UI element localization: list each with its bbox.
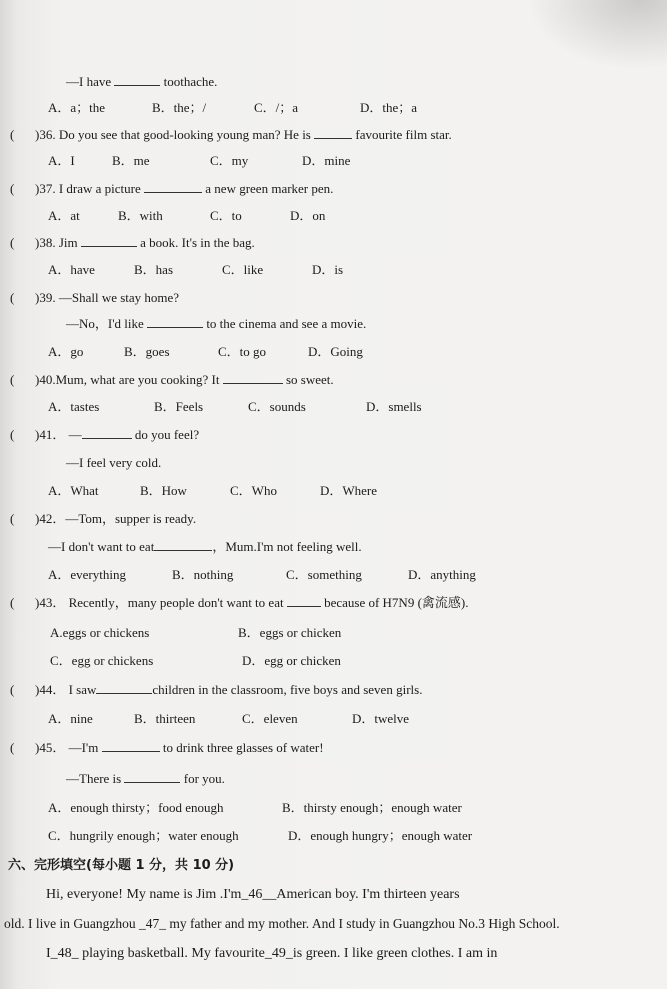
option-c: C．to go xyxy=(218,344,267,359)
q41-stem: )41． — do you feel? xyxy=(35,427,200,442)
answer-paren: ( xyxy=(10,740,15,755)
answer-paren: ( xyxy=(10,427,15,442)
option-d: D．enough hungry；enough water xyxy=(288,828,473,843)
option-b: B．Feels xyxy=(154,399,204,414)
answer-paren: ( xyxy=(10,372,15,387)
option-a: A．everything xyxy=(48,567,126,582)
answer-paren: ( xyxy=(10,290,15,305)
q36-stem: )36. Do you see that good-looking young man? He is favourite film star. xyxy=(35,127,452,142)
option-b: B．thirsty enough；enough water xyxy=(282,800,462,815)
option-b: B．thirteen xyxy=(134,711,196,726)
q35-line: —I have toothache. xyxy=(66,74,218,89)
q40-stem: )40.Mum, what are you cooking? It so sweet. xyxy=(35,372,334,387)
option-d: D．is xyxy=(312,262,344,277)
option-d: D．egg or chicken xyxy=(242,653,341,668)
option-c: C．Who xyxy=(230,483,277,498)
answer-paren: ( xyxy=(10,595,15,610)
option-d: D．Where xyxy=(320,483,378,498)
answer-paren: ( xyxy=(10,181,15,196)
answer-paren: ( xyxy=(10,235,15,250)
option-a: A．enough thirsty；food enough xyxy=(48,800,224,815)
option-a: A．a；the xyxy=(48,100,106,115)
q42-stem-2: —I don't want to eat ，Mum.I'm not feeling well. xyxy=(48,539,362,554)
option-a: A.eggs or chickens xyxy=(50,625,150,640)
option-a: A．go xyxy=(48,344,84,359)
q45-stem-2: —There is for you. xyxy=(66,771,225,786)
option-b: B．with xyxy=(118,208,163,223)
q45-stem: )45． —I'm to drink three glasses of water! xyxy=(35,740,324,755)
option-a: A．have xyxy=(48,262,95,277)
option-c: C．like xyxy=(222,262,264,277)
option-b: B．the；/ xyxy=(152,100,207,115)
option-b: B．nothing xyxy=(172,567,234,582)
q37-stem: )37. I draw a picture a new green marker pen. xyxy=(35,181,334,196)
option-d: D．the；a xyxy=(360,100,418,115)
option-d: D．on xyxy=(290,208,326,223)
option-c: C．to xyxy=(210,208,242,223)
option-d: D．twelve xyxy=(352,711,410,726)
option-c: C．/；a xyxy=(254,100,299,115)
answer-paren: ( xyxy=(10,682,15,697)
option-b: B．How xyxy=(140,483,187,498)
option-d: D．Going xyxy=(308,344,363,359)
option-a: A．nine xyxy=(48,711,93,726)
option-a: A．What xyxy=(48,483,99,498)
answer-paren: ( xyxy=(10,127,15,142)
q39-stem-2: —No，I'd like to the cinema and see a movie. xyxy=(66,316,367,331)
passage-line-2: old. I live in Guangzhou _47_ my father and my mother. And I study in Guangzhou No.3 High School. xyxy=(4,916,560,931)
passage-line-3: I_48_ playing basketball. My favourite_49_is green. I like green clothes. I am in xyxy=(46,946,498,961)
option-b: B．eggs or chicken xyxy=(238,625,342,640)
option-a: A．I xyxy=(48,153,75,168)
option-b: B．has xyxy=(134,262,174,277)
q38-stem: )38. Jim a book. It's in the bag. xyxy=(35,235,255,250)
answer-paren: ( xyxy=(10,511,15,526)
option-c: C．hungrily enough；water enough xyxy=(48,828,239,843)
option-c: C．sounds xyxy=(248,399,306,414)
option-b: B．goes xyxy=(124,344,170,359)
section-title: 六、完形填空(每小题 1 分，共 10 分) xyxy=(8,858,235,873)
option-d: D．mine xyxy=(302,153,351,168)
q41-stem-2: —I feel very cold. xyxy=(66,455,162,470)
option-d: D．anything xyxy=(408,567,476,582)
option-b: B．me xyxy=(112,153,150,168)
q42-stem: )42．—Tom，supper is ready. xyxy=(35,511,197,526)
option-d: D．smells xyxy=(366,399,422,414)
option-a: A．tastes xyxy=(48,399,100,414)
q43-stem: )43． Recently，many people don't want to eat because of H7N9 (禽流感). xyxy=(35,595,469,610)
page-shadow xyxy=(527,0,667,70)
option-c: C．eleven xyxy=(242,711,298,726)
option-a: A．at xyxy=(48,208,80,223)
q44-stem: )44． I saw children in the classroom, five boys and seven girls. xyxy=(35,682,423,697)
option-c: C．egg or chickens xyxy=(50,653,154,668)
option-c: C．my xyxy=(210,153,249,168)
option-c: C．something xyxy=(286,567,362,582)
passage-line-1: Hi, everyone! My name is Jim .I'm_46__American boy. I'm thirteen years xyxy=(46,887,460,902)
q39-stem: )39. —Shall we stay home? xyxy=(35,290,180,305)
